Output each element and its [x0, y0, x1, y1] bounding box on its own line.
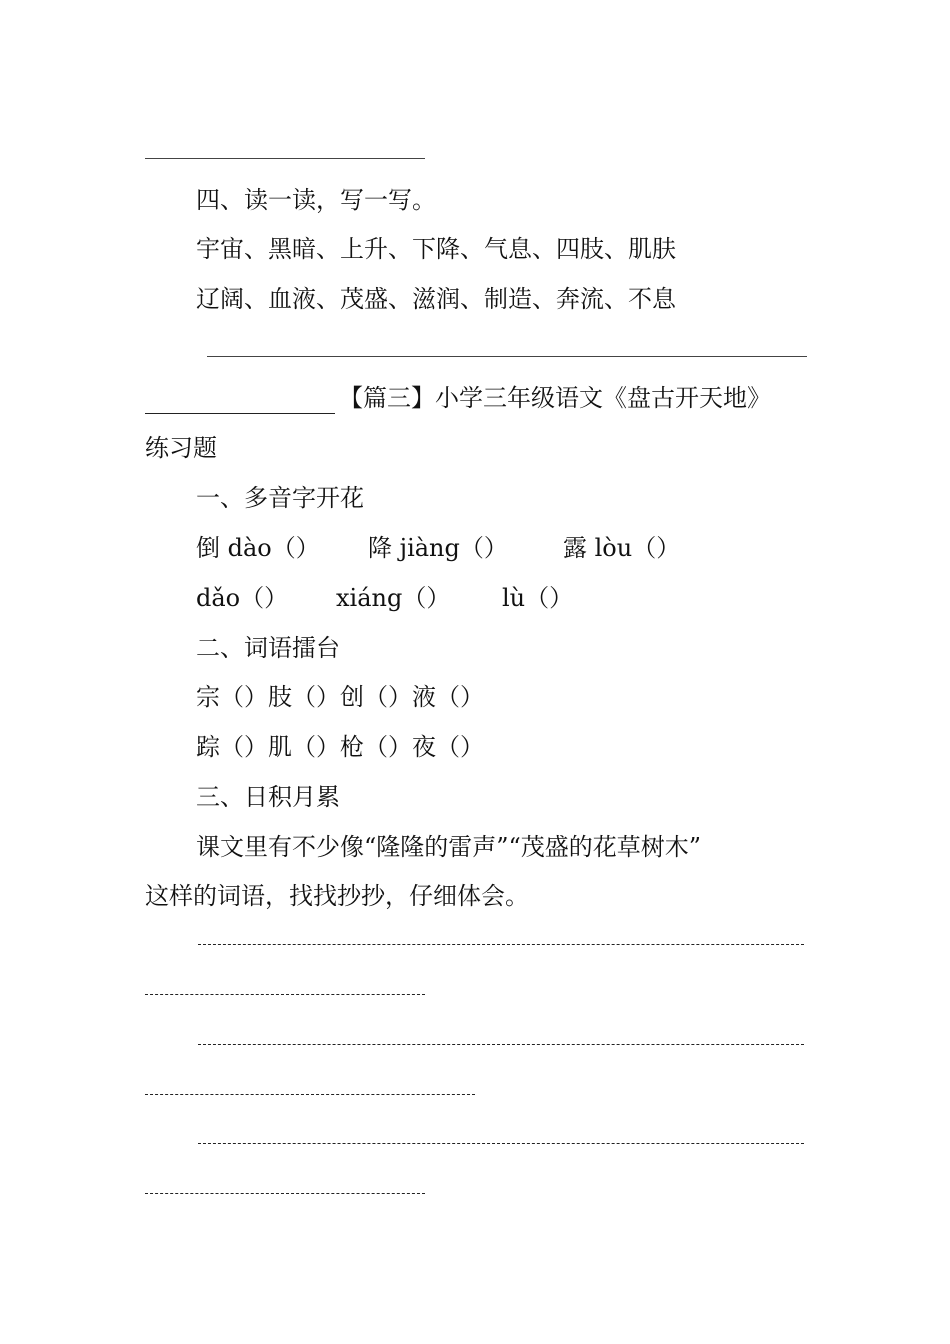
section4-answer-line: [207, 356, 807, 357]
article3-title-cont: 练习题: [145, 434, 217, 462]
section4-words-row1: 宇宙、黑暗、上升、下降、气息、四肢、肌肤: [196, 235, 676, 263]
section4-words-row2: 辽阔、血液、茂盛、滋润、制造、奔流、不息: [196, 285, 676, 313]
article3-title: 【篇三】小学三年级语文《盘古开天地》: [339, 384, 771, 412]
title-blank: [145, 387, 335, 414]
part3-heading: 三、日积月累: [196, 783, 340, 811]
answer-dash-line-1a: [198, 944, 804, 945]
polyphone-row1-item1: 倒 dào（）: [196, 534, 320, 562]
part2-heading: 二、词语擂台: [196, 634, 340, 662]
top-answer-line: [145, 158, 425, 159]
polyphone-row2-item2: xiáng（）: [336, 584, 451, 612]
answer-dash-line-2b: [145, 1094, 475, 1095]
part3-prompt-line2: 这样的词语，找找抄抄，仔细体会。: [145, 882, 529, 910]
part3-prompt-line1: 课文里有不少像“隆隆的雷声”“茂盛的花草树木”: [196, 833, 702, 861]
section4-heading: 四、读一读，写一写。: [196, 186, 436, 214]
part2-row2: 踪（）肌（）枪（）夜（）: [196, 733, 484, 761]
answer-dash-line-3a: [198, 1143, 804, 1144]
polyphone-row1-item2: 降 jiàng（）: [368, 534, 508, 562]
part2-row1: 宗（）肢（）创（）液（）: [196, 683, 484, 711]
answer-dash-line-3b: [145, 1193, 425, 1194]
answer-dash-line-1b: [145, 994, 425, 995]
article3-title-line: [145, 382, 771, 414]
part1-heading: 一、多音字开花: [196, 484, 364, 512]
answer-dash-line-2a: [198, 1044, 804, 1045]
polyphone-row2-item1: dǎo（）: [196, 584, 289, 612]
polyphone-row2-item3: lù（）: [502, 584, 574, 612]
polyphone-row1-item3: 露 lòu（）: [563, 534, 681, 562]
